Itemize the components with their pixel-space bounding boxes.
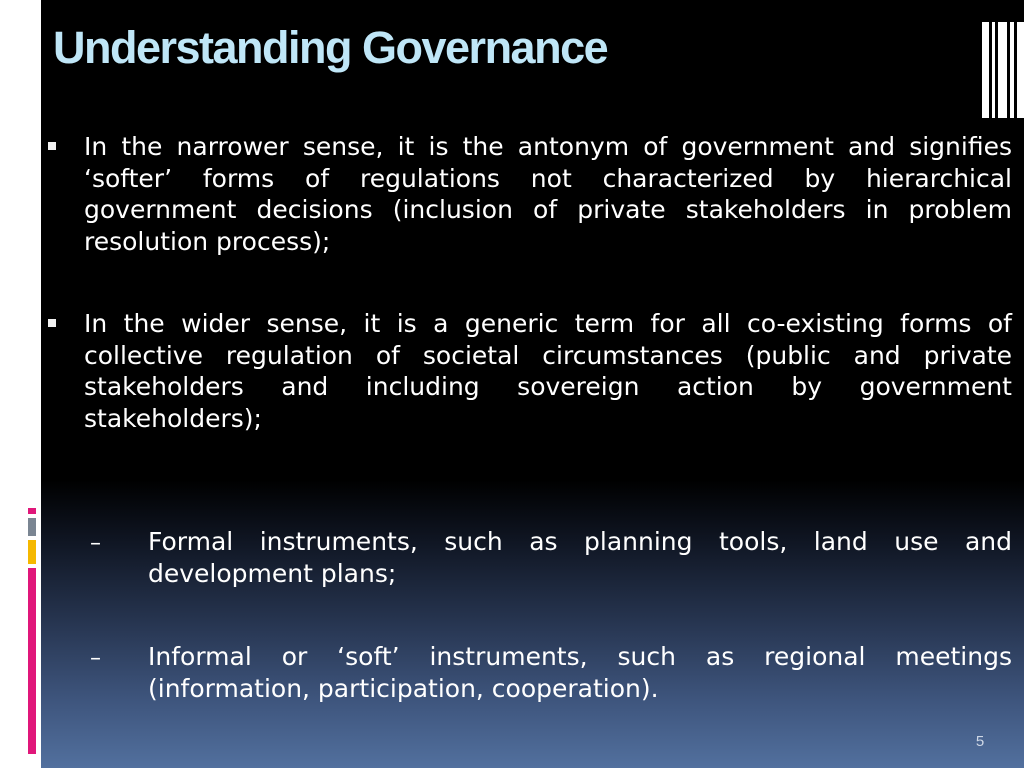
page-number: 5: [975, 733, 985, 750]
sub-item-formal-instruments: Formal instruments, such as planning tools, land use and development plans;: [148, 527, 1012, 588]
sub-item-informal-instruments: Informal or ‘soft’ instruments, such as regional meetings (information, participation, cooperation).: [148, 642, 1012, 703]
left-accent-bar: [28, 540, 36, 564]
square-bullet-icon: [48, 319, 56, 327]
vertical-bars-icon: [976, 22, 1024, 118]
left-accent-bar: [28, 568, 36, 754]
slide-title: Understanding Governance: [53, 22, 608, 73]
dash-marker: –: [90, 646, 101, 671]
bullet-text-wider-sense: In the wider sense, it is a generic term for all co-existing forms of collective regulation of societal circumstances (public and private stakeholders and including sovereign action by government stakeholders);: [84, 309, 1012, 433]
dash-marker: –: [90, 531, 101, 556]
bullet-text-narrower-sense: In the narrower sense, it is the antonym of government and signifies ‘softer’ forms of regulations not characterized by hierarchical government decisions (inclusion of private stakeholders in problem resolution process);: [84, 132, 1012, 256]
square-bullet-icon: [48, 142, 56, 150]
left-accent-bar: [28, 518, 36, 536]
left-accent-bar: [28, 508, 36, 514]
